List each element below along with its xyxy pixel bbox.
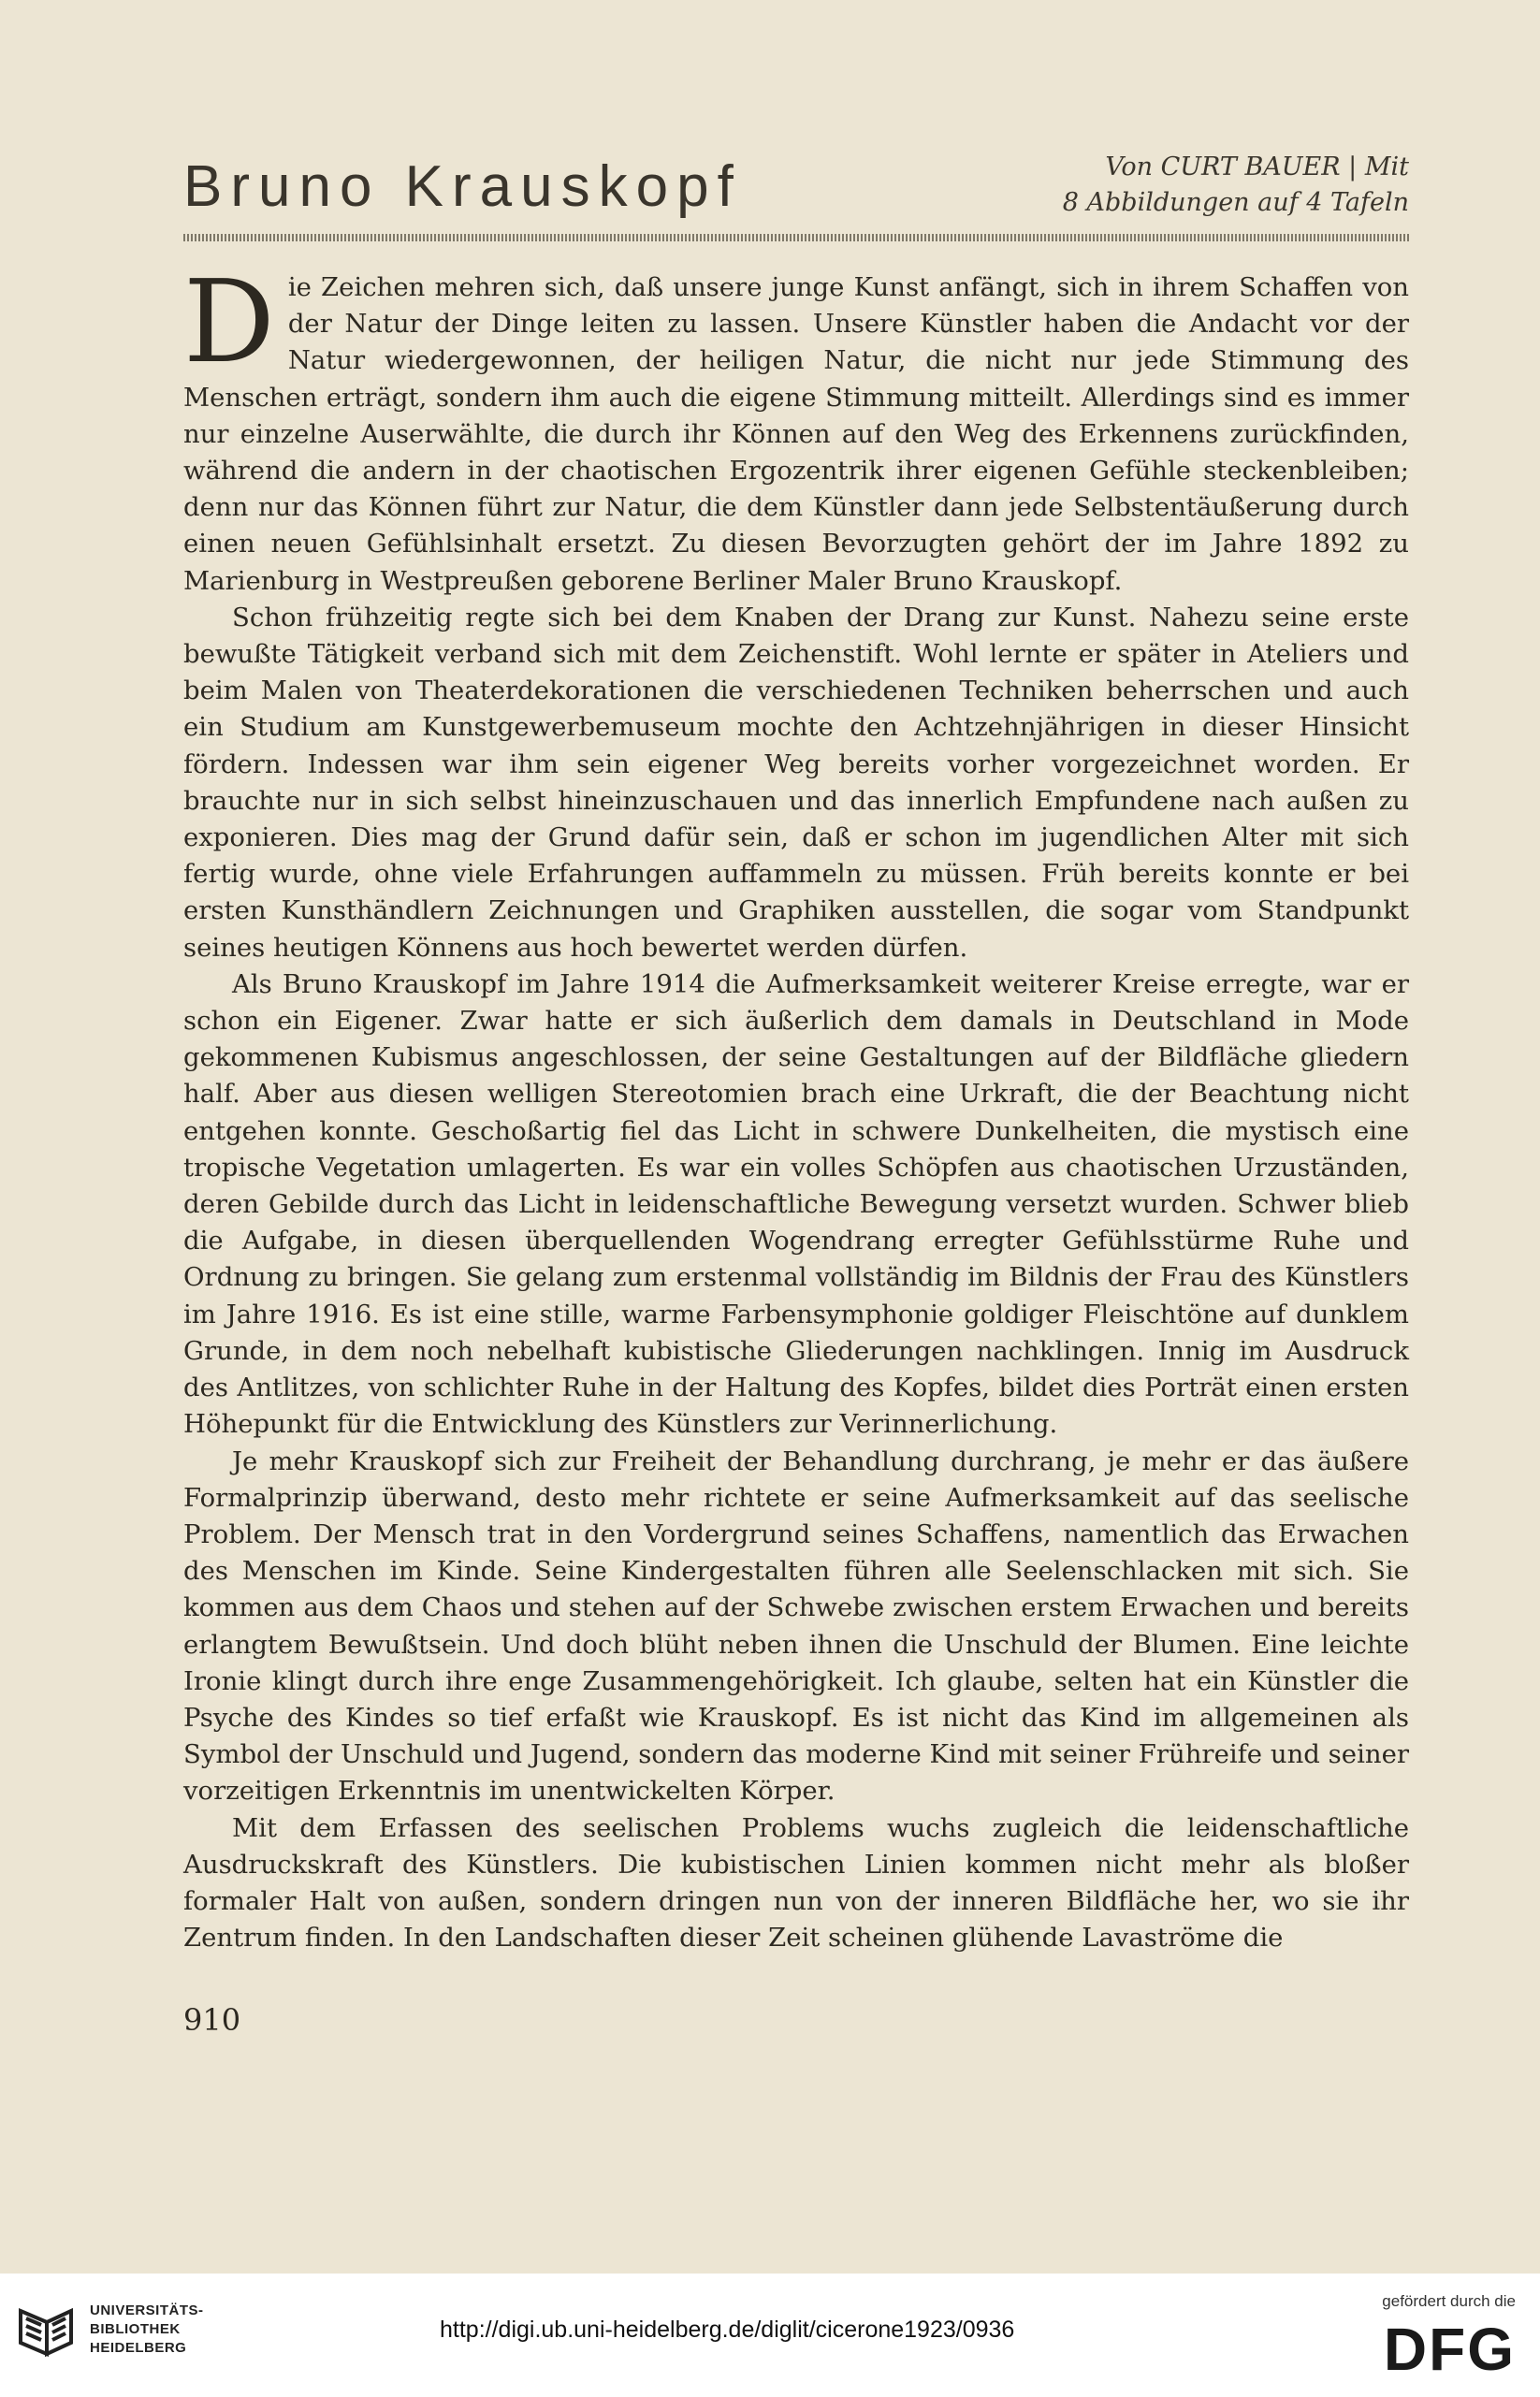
library-name-line-2: BIBLIOTHEK (90, 2321, 181, 2337)
article-body (183, 255, 1409, 1956)
page-number: 910 (183, 2002, 241, 2038)
article-title: Bruno Krauskopf (183, 154, 742, 219)
paragraph-4: Je mehr Krauskopf sich zur Freiheit der Behandlung durchrang, je mehr er das äußere Formalprinzip überwand, desto mehr richtete er seine Aufmerksamkeit auf das seelische Problem. Der Mensch trat in den Vordergrund seines Schaffens, namentlich das Erwachen des Menschen im Kinde. Seine Kindergestalten führen alle Seelenschlacken mit sich. Sie kommen aus dem Chaos und stehen auf der Schwebe zwischen erstem Erwachen und bereits erlangtem Bewußtsein. Und doch blüht neben ihnen die Unschuld der Blumen. Eine leichte Ironie klingt durch ihre enge Zusammengehörigkeit. Ich glaube, selten hat ein Künstler die Psyche des Kindes so tief erfaßt wie Krauskopf. Es ist nicht das Kind im allgemeinen als Symbol der Unschuld und Jugend, sondern das moderne Kind mit seiner Frühreife und seiner vorzeitigen Erkenntnis im unentwickelten Körper. (183, 1445, 1409, 1807)
dfg-logo: DFG (1383, 2316, 1516, 2383)
university-library-logo-icon (13, 2298, 79, 2363)
library-name-line-3: HEIDELBERG (90, 2340, 187, 2356)
library-name (90, 2302, 204, 2358)
library-name-line-1: UNIVERSITÄTS- (90, 2303, 204, 2318)
paragraph-3: Als Bruno Krauskopf im Jahre 1914 die Aufmerksamkeit weiterer Kreise erregte, war er schon ein Eigener. Zwar hatte er sich äußerlich dem damals in Deutschland in Mode gekommenen Kubismus angeschlossen, der seine Gestaltungen auf der Bildfläche gliedern half. Aber aus diesen welligen Stereotomien brach eine Urkraft, die der Beachtung nicht entgehen konnte. Geschoßartig fiel das Licht in schwere Dunkelheiten, die mystisch eine tropische Vegetation umlagerten. Es war ein volles Schöpfen aus chaotischen Urzuständen, deren Gebilde durch das Licht in leidenschaftliche Bewegung versetzt wurden. Schwer blieb die Aufgabe, in diesen überquellenden Wogendrang erregter Gefühlsstürme Ruhe und Ordnung zu bringen. Sie gelang zum erstenmal vollständig im Bildnis der Frau des Künstlers im Jahre 1916. Es ist eine stille, warme Farbensymphonie goldiger Fleischtöne auf dunklem Grunde, in dem noch nebelhaft kubistische Gliederungen nachklingen. Innig im Ausdruck des Antlitzes, von schlichter Ruhe in der Haltung des Kopfes, bildet dies Porträt einen ersten Höhepunkt für die Entwicklung des Künstlers zur Verinnerlichung. (183, 968, 1409, 1440)
byline-illustrations: 8 Abbildungen auf 4 Tafeln (1062, 188, 1409, 217)
byline-author: Von CURT BAUER | Mit (1105, 153, 1409, 182)
drop-cap: D (183, 255, 275, 388)
funded-by-label: gefördert durch die (1382, 2292, 1516, 2310)
paragraph-5: Mit dem Erfassen des seelischen Problems wuchs zugleich die leidenschaftliche Ausdruckskraft des Künstlers. Die kubistischen Linien kommen nicht mehr als bloßer formaler Halt von außen, sondern dringen nun von der inneren Bildfläche her, wo sie ihr Zentrum finden. In den Landschaften dieser Zeit scheinen glühende Lavaströme die (183, 1812, 1409, 1954)
source-url-link[interactable]: http://digi.ub.uni-heidelberg.de/diglit/cicerone1923/0936 (440, 2317, 1015, 2343)
footer-bar (0, 2274, 1540, 2397)
dotted-rule (183, 234, 1409, 241)
byline (1063, 150, 1409, 221)
paragraph-2: Schon frühzeitig regte sich bei dem Knaben der Drang zur Kunst. Nahezu seine erste bewußte Tätigkeit verband sich mit dem Zeichenstift. Wohl lernte er später in Ateliers und beim Malen von Theaterdekorationen die verschiedenen Techniken beherrschen und auch ein Studium am Kunstgewerbemuseum mochte den Achtzehnjährigen in dieser Hinsicht fördern. Indessen war ihm sein eigener Weg bereits vorher vorgezeichnet worden. Er brauchte nur in sich selbst hineinzuschauen und das innerlich Empfundene nach außen zu exponieren. Dies mag der Grund dafür sein, daß er schon im jugendlichen Alter mit sich fertig wurde, ohne viele Erfahrungen auffammeln zu müssen. Früh bereits konnte er bei ersten Kunsthändlern Zeichnungen und Graphiken ausstellen, die sogar vom Standpunkt seines heutigen Könnens aus hoch bewertet werden dürfen. (183, 602, 1409, 963)
paragraph-1 (183, 255, 1409, 600)
paragraph-1-text: ie Zeichen mehren sich, daß unsere junge Kunst anfängt, sich in ihrem Schaffen von der Natur der Dinge leiten zu lassen. Unsere Künstler haben die Andacht vor der Natur wiedergewonnen, der heiligen Natur, die nicht nur jede Stimmung des Menschen erträgt, sondern ihm auch die eigene Stimmung mitteilt. Allerdings sind es immer nur einzelne Auserwählte, die durch ihr Können auf den Weg des Erkennens zurückfinden, während die andern in der chaotischen Ergozentrik ihrer eigenen Gefühle steckenbleiben; denn nur das Können führt zur Natur, die dem Künstler dann jede Selbstentäußerung durch einen neuen Gefühlsinhalt ersetzt. Zu diesen Bevorzugten gehört der im Jahre 1892 zu Marienburg in Westpreußen geborene Berliner Maler Bruno Krauskopf. (183, 272, 1409, 596)
